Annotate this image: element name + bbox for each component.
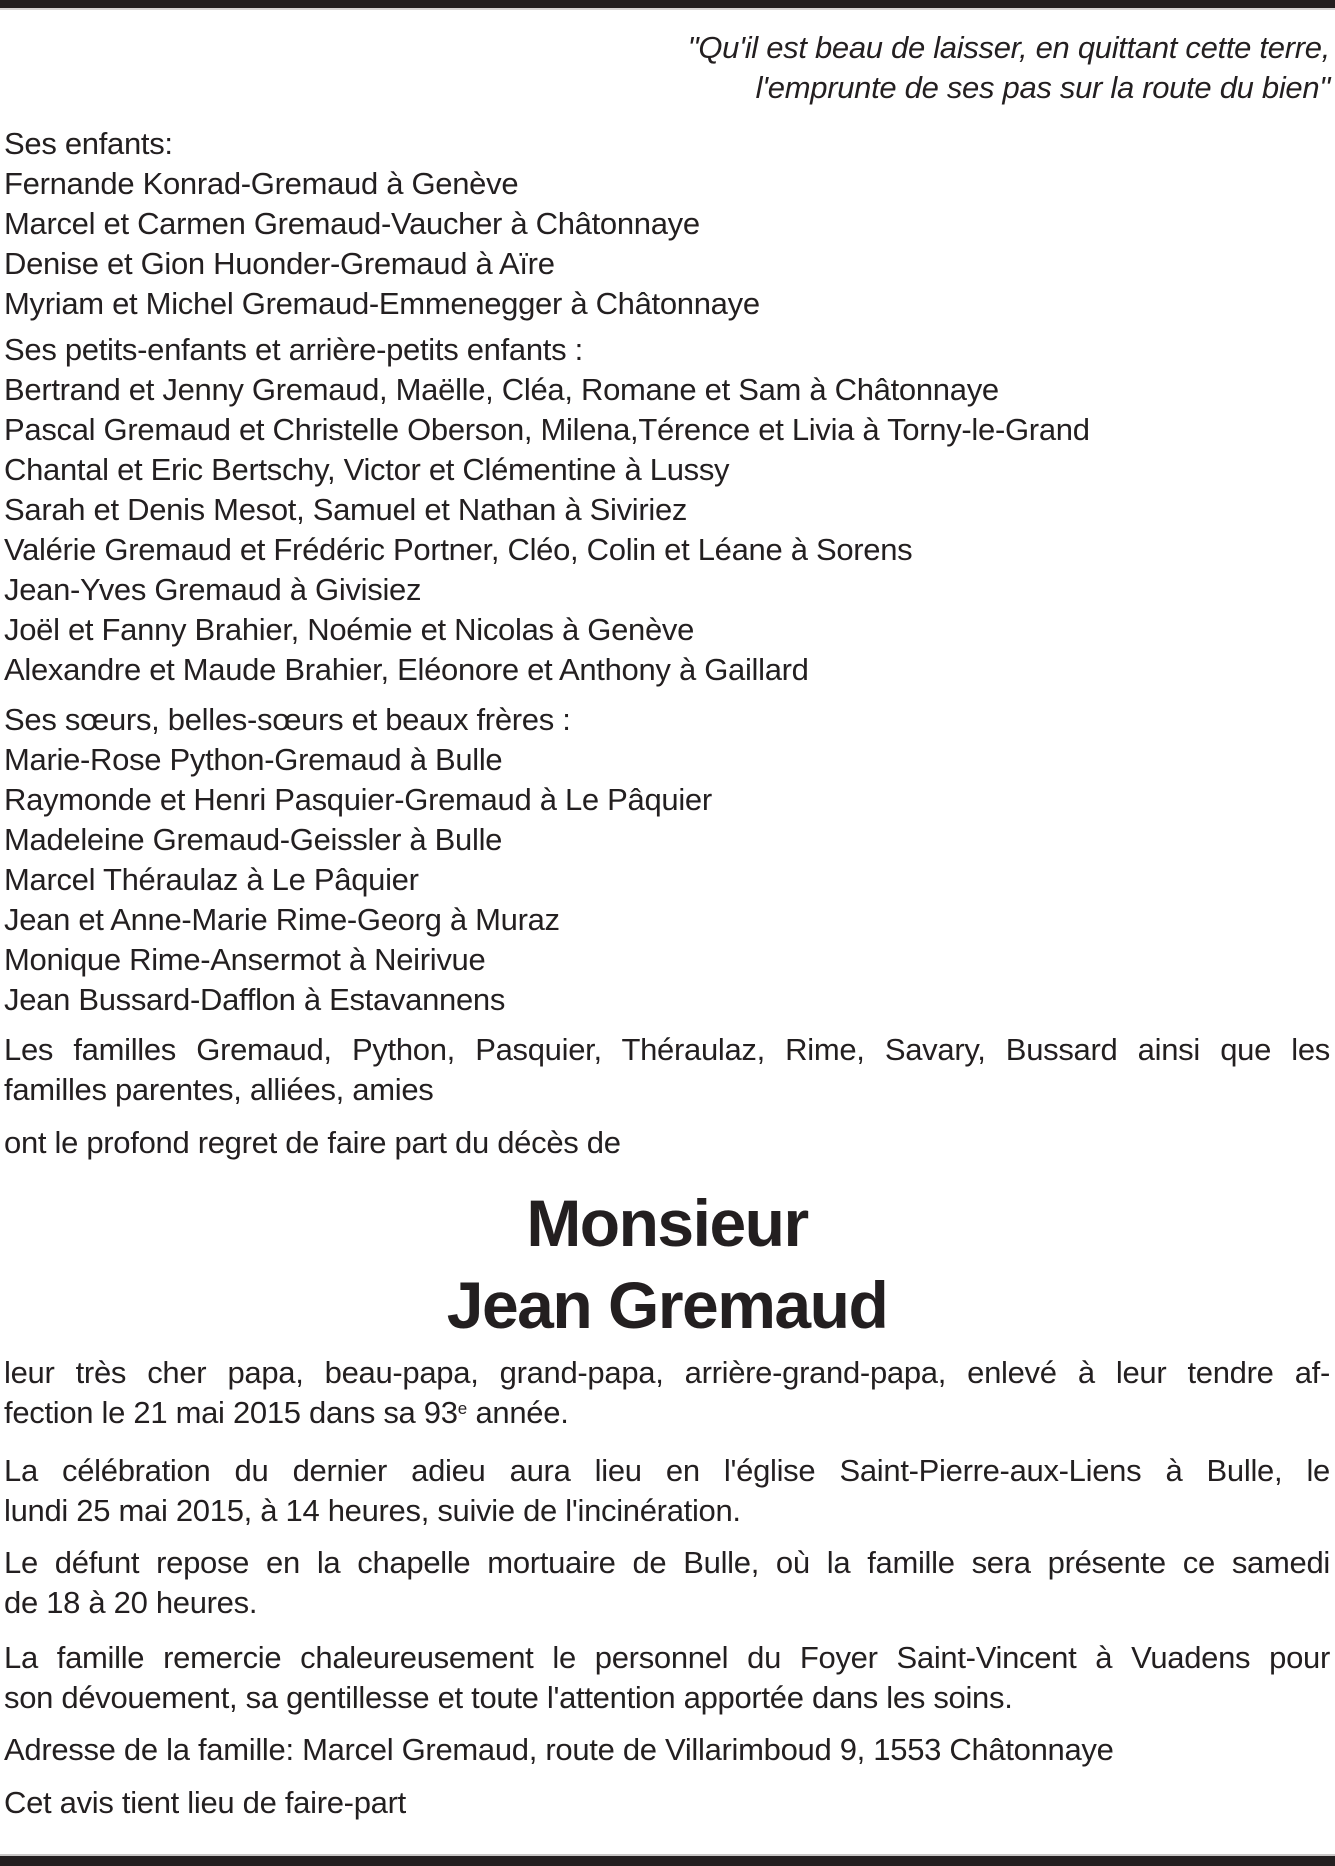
person-line: Valérie Gremaud et Frédéric Portner, Cléo, Colin et Léane à Sorens: [4, 532, 913, 567]
announcement-line: ont le profond regret de faire part du décès de: [4, 1125, 621, 1160]
person-line: Chantal et Eric Bertschy, Victor et Clémentine à Lussy: [4, 452, 730, 487]
quote-line: l'emprunte de ses pas sur la route du bien": [755, 70, 1330, 105]
ceremony-line: La célébration du dernier adieu aura lieu en l'église Saint-Pierre-aux-Liens à Bulle, le: [4, 1453, 1330, 1488]
repose-paragraph: [4, 1543, 1330, 1623]
opening-quote: [4, 28, 1330, 108]
person-line: Marcel et Carmen Gremaud-Vaucher à Châtonnaye: [4, 206, 700, 241]
person-line: Alexandre et Maude Brahier, Eléonore et Anthony à Gaillard: [4, 652, 809, 687]
address-line: Adresse de la famille: Marcel Gremaud, route de Villarimboud 9, 1553 Châtonnaye: [4, 1732, 1114, 1767]
notice-content: [0, 28, 1335, 1823]
bottom-rule: [0, 1854, 1335, 1866]
announcement-paragraph: [4, 1123, 1330, 1163]
deceased-name: Jean Gremaud: [446, 1268, 888, 1342]
person-line: Marie-Rose Python-Gremaud à Bulle: [4, 742, 503, 777]
thanks-line: La famille remercie chaleureusement le personnel du Foyer Saint-Vincent à Vuadens pour: [4, 1640, 1330, 1675]
thanks-paragraph: [4, 1638, 1330, 1718]
person-line: Monique Rime-Ansermot à Neirivue: [4, 942, 486, 977]
person-line: Denise et Gion Huonder-Gremaud à Aïre: [4, 246, 555, 281]
ceremony-paragraph: [4, 1451, 1330, 1531]
person-line: Joël et Fanny Brahier, Noémie et Nicolas à Genève: [4, 612, 695, 647]
families-line: Les familles Gremaud, Python, Pasquier, Théraulaz, Rime, Savary, Bussard ainsi que les: [4, 1032, 1330, 1067]
person-line: Jean Bussard-Dafflon à Estavannens: [4, 982, 506, 1017]
ordinal-superscript: e: [457, 1398, 468, 1418]
obituary-line: leur très cher papa, beau-papa, grand-papa, arrière-grand-papa, enlevé à leur tendre af-: [4, 1355, 1330, 1390]
repose-line: Le défunt repose en la chapelle mortuaire de Bulle, où la famille sera présente ce samedi: [4, 1545, 1330, 1580]
top-rule: [0, 0, 1335, 10]
person-line: Fernande Konrad-Gremaud à Genève: [4, 166, 519, 201]
deceased-heading: [4, 1182, 1330, 1346]
quote-line: "Qu'il est beau de laisser, en quittant cette terre,: [687, 30, 1330, 65]
obituary-text: fection le 21 mai 2015 dans sa 93: [4, 1395, 458, 1430]
deceased-title: Monsieur: [526, 1186, 808, 1260]
address-paragraph: [4, 1730, 1330, 1770]
person-line: Sarah et Denis Mesot, Samuel et Nathan à Siviriez: [4, 492, 688, 527]
notice-line: Cet avis tient lieu de faire-part: [4, 1785, 406, 1820]
obituary-line: [4, 1393, 1330, 1438]
ceremony-line: lundi 25 mai 2015, à 14 heures, suivie de l'incinération.: [4, 1493, 741, 1528]
obituary-text: année.: [467, 1395, 569, 1430]
person-line: Jean et Anne-Marie Rime-Georg à Muraz: [4, 902, 560, 937]
section-grandchildren: [4, 330, 1330, 690]
thanks-line: son dévouement, sa gentillesse et toute l'attention apportée dans les soins.: [4, 1680, 1013, 1715]
person-line: Marcel Théraulaz à Le Pâquier: [4, 862, 419, 897]
section-header: Ses petits-enfants et arrière-petits enfants :: [4, 332, 583, 367]
person-line: Raymonde et Henri Pasquier-Gremaud à Le Pâquier: [4, 782, 712, 817]
person-line: Pascal Gremaud et Christelle Oberson, Milena,Térence et Livia à Torny-le-Grand: [4, 412, 1090, 447]
obituary-paragraph: [4, 1353, 1330, 1438]
person-line: Myriam et Michel Gremaud-Emmenegger à Châtonnaye: [4, 286, 760, 321]
section-children: [4, 124, 1330, 324]
section-header: Ses sœurs, belles-sœurs et beaux frères :: [4, 702, 571, 737]
families-paragraph: [4, 1030, 1330, 1110]
families-line: familles parentes, alliées, amies: [4, 1072, 434, 1107]
person-line: Bertrand et Jenny Gremaud, Maëlle, Cléa, Romane et Sam à Châtonnaye: [4, 372, 999, 407]
repose-line: de 18 à 20 heures.: [4, 1585, 258, 1620]
notice-paragraph: [4, 1783, 1330, 1823]
section-siblings: [4, 700, 1330, 1020]
section-header: Ses enfants:: [4, 126, 173, 161]
person-line: Jean-Yves Gremaud à Givisiez: [4, 572, 422, 607]
person-line: Madeleine Gremaud-Geissler à Bulle: [4, 822, 503, 857]
